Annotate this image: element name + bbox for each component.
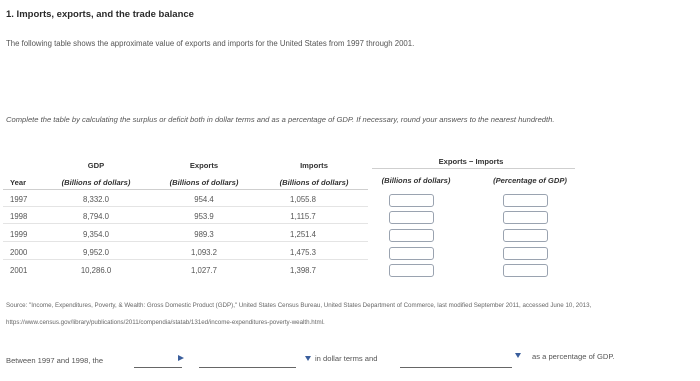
- exports-cell: 1,027.7: [190, 266, 218, 275]
- gdp-cell: 9,952.0: [82, 248, 110, 257]
- exports-cell: 1,093.2: [190, 248, 218, 257]
- chevron-down-icon: [305, 356, 311, 361]
- blank-underline: [400, 367, 512, 368]
- instructions-text: Complete the table by calculating the surplus or deficit both in dollar terms and as a percentage of GDP. If necessary, round your answers to the nearest hundredth.: [6, 115, 555, 124]
- blank-underline: [199, 367, 296, 368]
- gdp-cell: 8,794.0: [82, 212, 110, 221]
- balance-header-rule: [372, 168, 575, 169]
- pct-answer-box[interactable]: [503, 264, 548, 277]
- pct-answer-box[interactable]: [503, 229, 548, 242]
- dollars-answer-box[interactable]: [389, 229, 434, 242]
- col-imports-header: Imports: [300, 161, 328, 170]
- col-balance-header: Exports − Imports: [438, 157, 504, 166]
- dollar-terms-text: in dollar terms and: [315, 354, 378, 363]
- imports-cell: 1,055.8: [289, 195, 317, 204]
- gdp-cell: 8,332.0: [82, 195, 110, 204]
- caret-right-icon: [178, 355, 184, 361]
- col-imports-unit: (Billions of dollars): [279, 178, 349, 187]
- col-gdp-unit: (Billions of dollars): [61, 178, 131, 187]
- pct-terms-text: as a percentage of GDP.: [532, 352, 615, 361]
- imports-cell: 1,398.7: [289, 266, 317, 275]
- pct-answer-box[interactable]: [503, 211, 548, 224]
- imports-cell: 1,475.3: [289, 248, 317, 257]
- year-cell: 1997: [10, 195, 28, 204]
- col-year-header: Year: [10, 178, 27, 187]
- imports-cell: 1,251.4: [289, 230, 317, 239]
- year-cell: 2001: [10, 266, 28, 275]
- dollars-answer-box[interactable]: [389, 247, 434, 260]
- intro-text: The following table shows the approximate value of exports and imports for the United States from 1997 through 2001.: [6, 39, 415, 48]
- pct-answer-box[interactable]: [503, 247, 548, 260]
- row-divider: [3, 206, 368, 207]
- gdp-cell: 10,286.0: [80, 266, 112, 275]
- col-balance-pct-unit: (Percentage of GDP): [493, 176, 567, 185]
- imports-cell: 1,115.7: [290, 212, 316, 221]
- col-exports-header: Exports: [189, 161, 219, 170]
- source-citation: Source: "Income, Expenditures, Poverty, & Wealth: Gross Domestic Product (GDP)," United States Census Bureau, United States Department of Commerce, last modified September 2011, accessed June 10, 2013, https://www.census.gov/library/publications/2011/compendia/statab/131ed/income-expenditures-poverty-wealth.html.: [6, 302, 592, 326]
- question-title: 1. Imports, exports, and the trade balance: [6, 9, 194, 20]
- col-balance-dollars-unit: (Billions of dollars): [381, 176, 451, 185]
- dollars-answer-box[interactable]: [389, 194, 434, 207]
- col-gdp-header: GDP: [87, 161, 105, 170]
- row-divider: [3, 241, 368, 242]
- year-cell: 1998: [10, 212, 28, 221]
- year-cell: 1999: [10, 230, 28, 239]
- answer-lead-text: Between 1997 and 1998, the: [6, 356, 104, 365]
- exports-cell: 953.9: [194, 212, 214, 221]
- row-divider: [3, 259, 368, 260]
- chevron-down-icon: [515, 353, 521, 358]
- exports-cell: 954.4: [194, 195, 214, 204]
- dollars-answer-box[interactable]: [389, 211, 434, 224]
- row-divider: [3, 223, 368, 224]
- dropdown-underline: [134, 367, 182, 368]
- header-rule: [3, 189, 368, 190]
- exports-cell: 989.3: [194, 230, 214, 239]
- gdp-cell: 9,354.0: [82, 230, 110, 239]
- dollars-answer-box[interactable]: [389, 264, 434, 277]
- col-exports-unit: (Billions of dollars): [169, 178, 239, 187]
- year-cell: 2000: [10, 248, 28, 257]
- pct-answer-box[interactable]: [503, 194, 548, 207]
